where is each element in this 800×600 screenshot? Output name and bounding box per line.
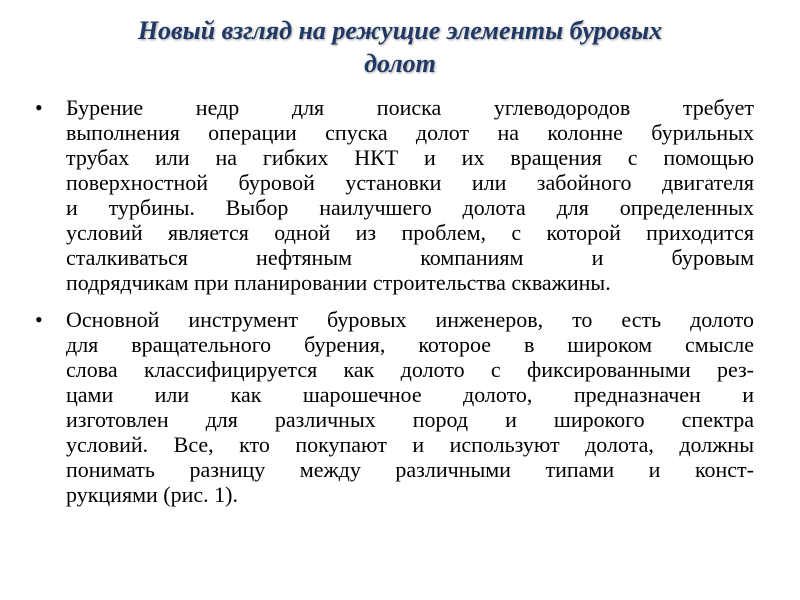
- bullet-text-1: [66, 95, 754, 295]
- text-line: условий является одной из проблем, с которой приходится: [66, 220, 754, 245]
- text-line: изготовлен для различных пород и широкого спектра: [66, 407, 754, 432]
- text-line: условий. Все, кто покупают и используют долота, должны: [66, 432, 754, 457]
- text-line: сталкиваться нефтяным компаниям и буровым: [66, 245, 754, 270]
- text-line: Бурение недр для поиска углеводородов требует: [66, 95, 754, 120]
- text-line: понимать разницу между различными типами и конст-: [66, 457, 754, 482]
- bullet-marker-icon: •: [35, 307, 43, 332]
- bullet-list: [30, 95, 754, 519]
- text-line: Основной инструмент буровых инженеров, то есть долото: [66, 307, 754, 332]
- text-line: и турбины. Выбор наилучшего долота для определенных: [66, 195, 754, 220]
- bullet-item-2: [30, 307, 754, 507]
- text-line: слова классифицируется как долото с фиксированными рез-: [66, 357, 754, 382]
- title-line-2: долот: [364, 49, 436, 78]
- text-line: трубах или на гибких НКТ и их вращения с помощью: [66, 145, 754, 170]
- bullet-text-2: [66, 307, 754, 507]
- text-line: рукциями (рис. 1).: [66, 482, 238, 507]
- bullet-marker-icon: •: [35, 95, 43, 120]
- text-line: поверхностной буровой установки или забойного двигателя: [66, 170, 754, 195]
- text-line: цами или как шарошечное долото, предназначен и: [66, 382, 754, 407]
- text-line: подрядчикам при планировании строительства скважины.: [66, 270, 611, 295]
- text-line: выполнения операции спуска долот на колонне бурильных: [66, 120, 754, 145]
- slide-title: [40, 14, 760, 80]
- text-line: для вращательного бурения, которое в широком смысле: [66, 332, 754, 357]
- title-line-1: Новый взгляд на режущие элементы буровых: [137, 16, 663, 45]
- bullet-item-1: [30, 95, 754, 295]
